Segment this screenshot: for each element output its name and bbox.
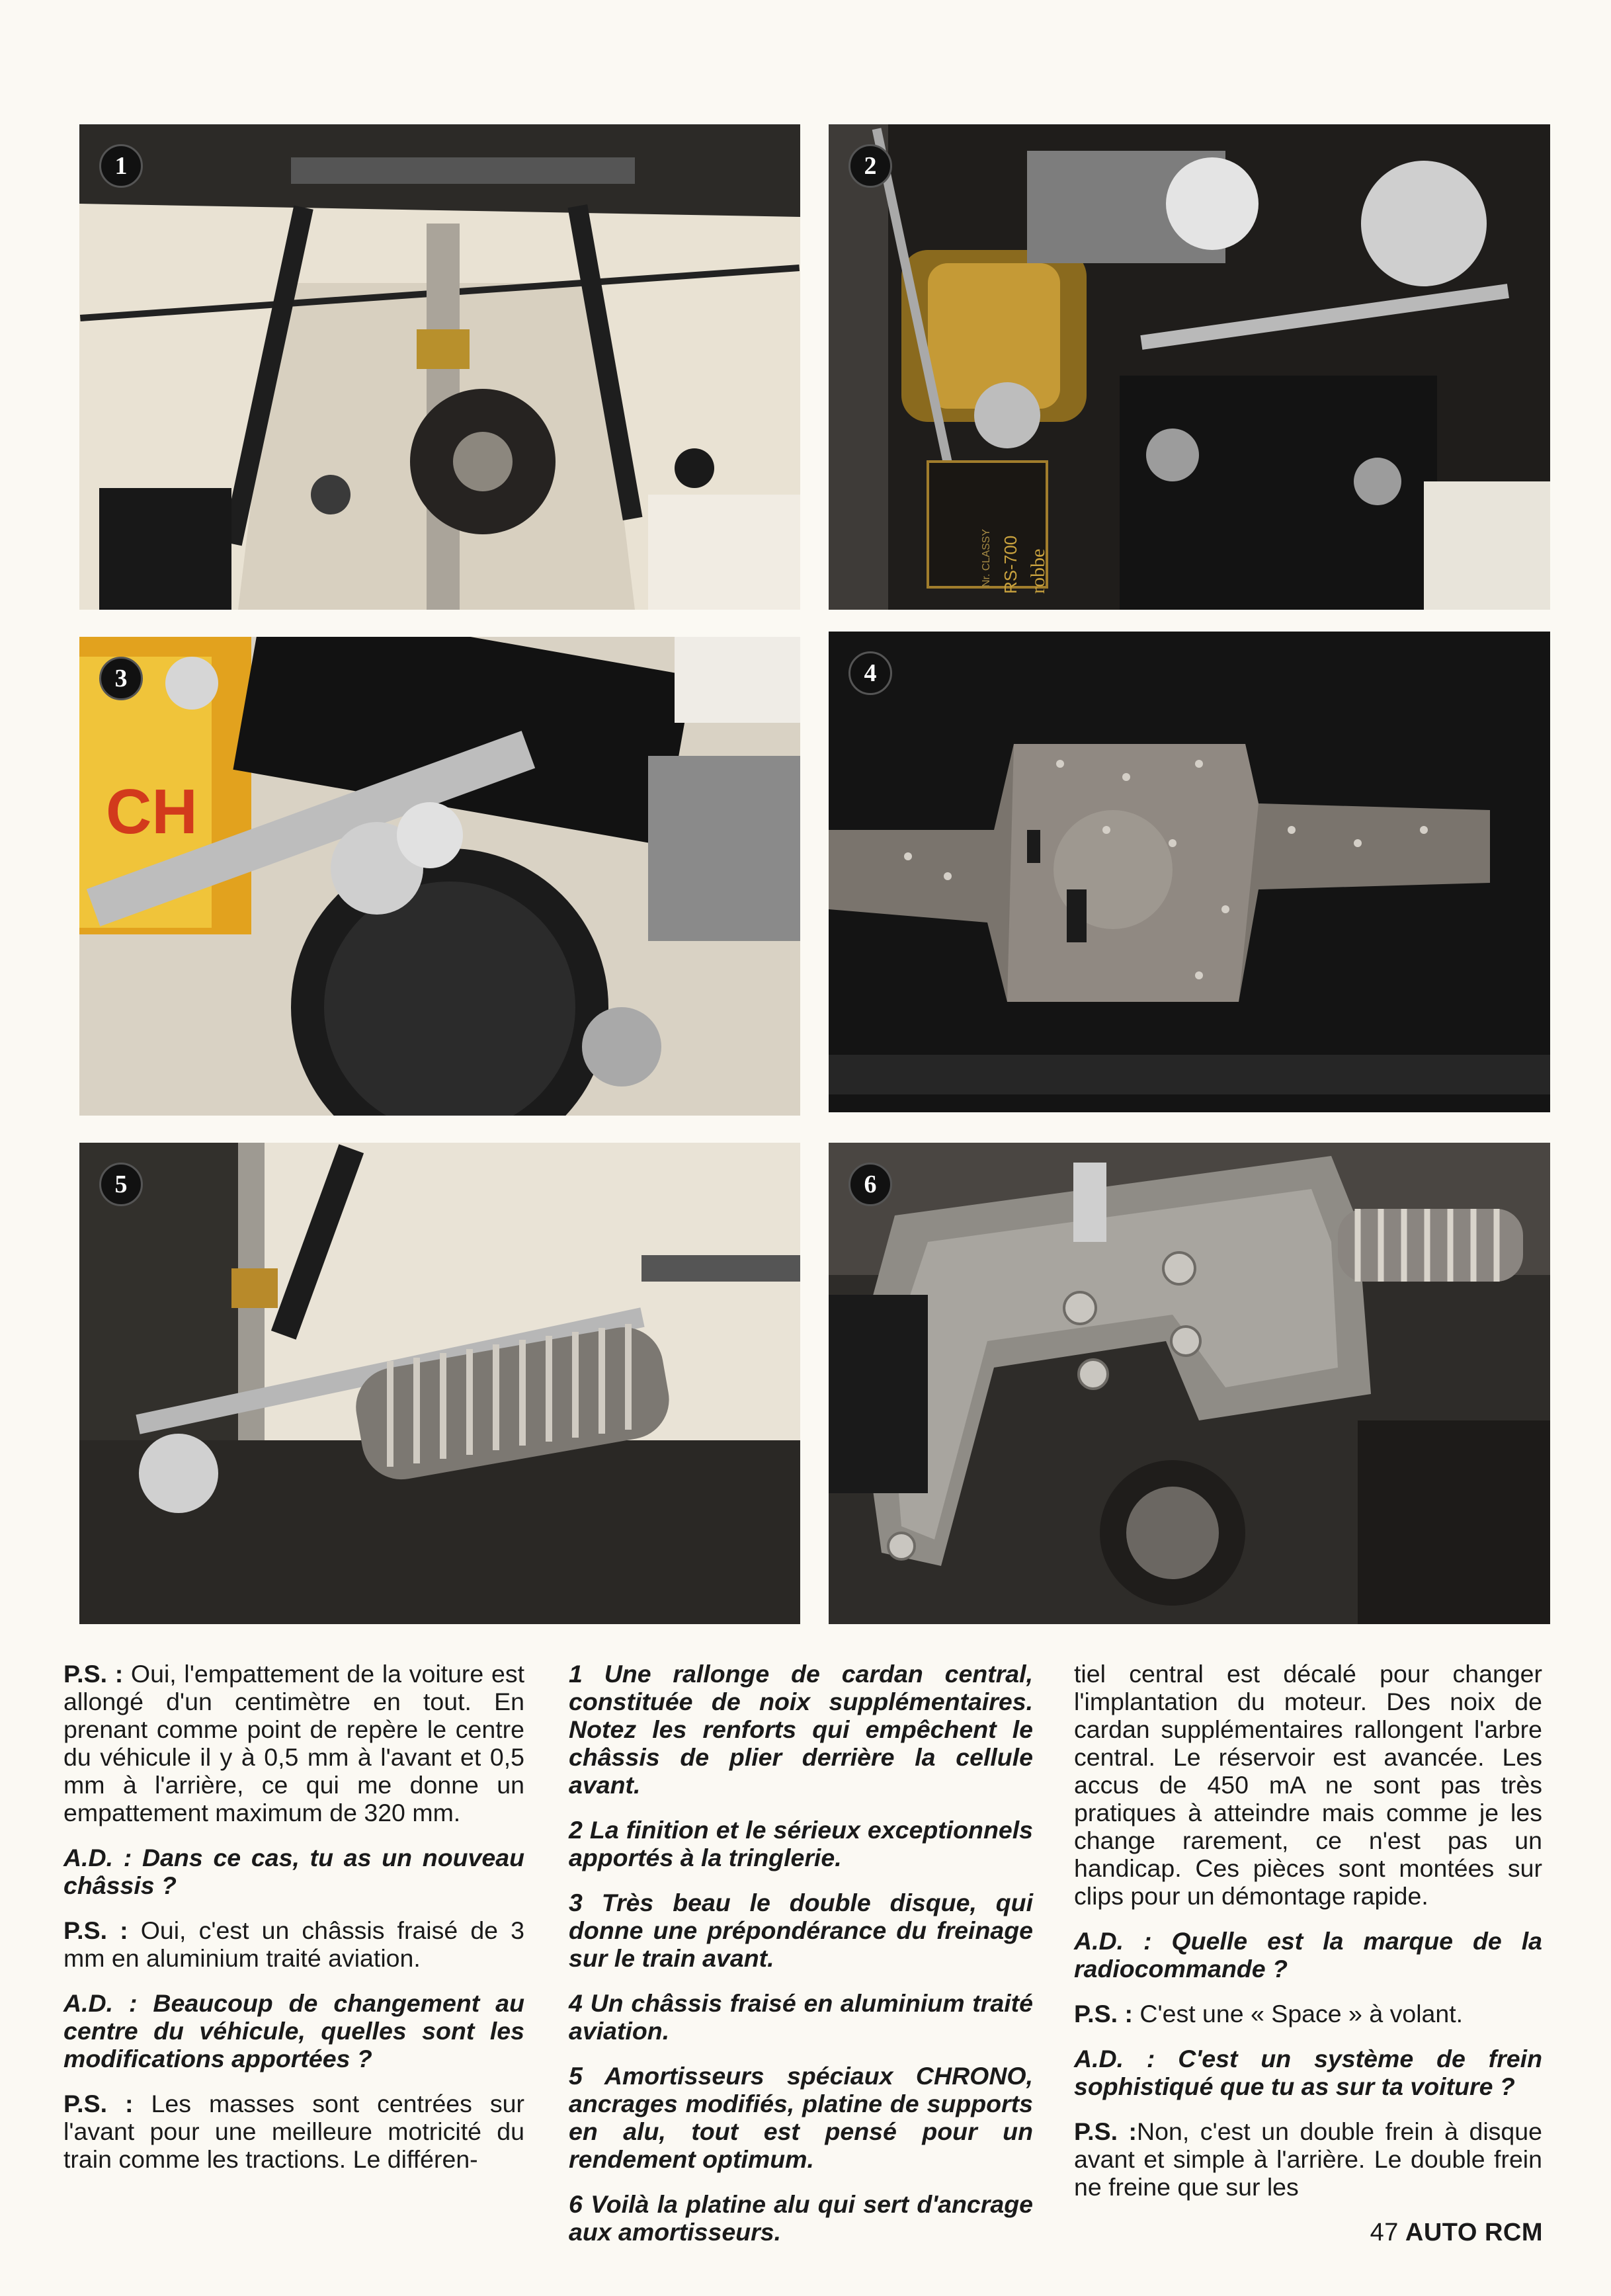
photo-1-image <box>79 124 800 610</box>
photo-5 <box>79 1143 800 1624</box>
photo-number: 3 <box>99 657 143 700</box>
caption-4: 4 Un châssis fraisé en aluminium traité aviation. <box>569 1989 1033 2045</box>
photo-2 <box>829 124 1550 610</box>
photo-3-image <box>79 637 800 1116</box>
answer-paragraph: P.S. : Oui, c'est un châssis fraisé de 3 mm en aluminium traité aviation. <box>63 1916 524 1972</box>
photo-number: 2 <box>848 144 892 188</box>
caption-2: 2 La finition et le sérieux exceptionnels apportés à la tringlerie. <box>569 1816 1033 1871</box>
photo-4-image <box>829 632 1550 1112</box>
photo-number: 6 <box>848 1163 892 1206</box>
caption-1: 1 Une rallonge de cardan central, constituée de noix supplémentaires. Notez les renforts qui empêchent le châssis de plier derrière la cellule avant. <box>569 1660 1033 1799</box>
captions-column <box>569 1660 1033 2263</box>
question-paragraph: A.D. : C'est un système de frein sophistiqué que tu as sur ta voiture ? <box>1074 2045 1542 2100</box>
question-paragraph: A.D. : Beaucoup de changement au centre du véhicule, quelles sont les modifications apportées ? <box>63 1989 524 2072</box>
photo-6-image <box>829 1143 1550 1624</box>
photo-3 <box>79 637 800 1116</box>
answer-paragraph: P.S. : C'est une « Space » à volant. <box>1074 2000 1464 2028</box>
photo-5-image <box>79 1143 800 1624</box>
caption-3: 3 Très beau le double disque, qui donne une prépondérance du freinage sur le train avant. <box>569 1889 1033 1972</box>
photo-4 <box>829 632 1550 1112</box>
photo-2-image <box>829 124 1550 610</box>
answer-paragraph: tiel central est décalé pour changer l'implantation du moteur. Des noix de cardan supplémentaires rallongent l'arbre central. Le réservoir est avancée. Les accus de 450 mA ne sont pas très pratiques à atteindre mais comme je les change rarement, ce n'est pas un handicap. Ces pièces sont montées sur clips pour un démontage rapide. <box>1074 1660 1542 1910</box>
answer-paragraph: P.S. : Oui, l'empattement de la voiture est allongé d'un centimètre en tout. En prenant comme point de repère le centre du véhicule il y à 0,5 mm à l'avant et 0,5 mm à l'arrière, ce qui me donne un empattement maximum de 320 mm. <box>63 1660 525 1826</box>
photo-6 <box>829 1143 1550 1624</box>
question-paragraph: A.D. : Quelle est la marque de la radiocommande ? <box>1074 1927 1542 1983</box>
page-footer <box>1370 2219 1543 2247</box>
text-column-3 <box>1074 1660 1542 2218</box>
caption-5: 5 Amortisseurs spéciaux CHRONO, ancrages modifiés, platine de supports en alu, tout est pensé pour un rendement optimum. <box>569 2062 1033 2173</box>
answer-paragraph: P.S. :Non, c'est un double frein à disque avant et simple à l'arrière. Le double frein ne freine que sur les <box>1074 2117 1542 2201</box>
photo-1 <box>79 124 800 610</box>
photo-number: 1 <box>99 144 143 188</box>
caption-6: 6 Voilà la platine alu qui sert d'ancrage aux amortisseurs. <box>569 2190 1033 2246</box>
text-column-1 <box>63 1660 524 2190</box>
page-number: 47 <box>1370 2219 1399 2246</box>
photo-number: 4 <box>848 651 892 695</box>
can-label: CH <box>106 776 198 847</box>
servo-fine-print: Nr. CLASSY <box>981 528 992 587</box>
photo-number: 5 <box>99 1163 143 1206</box>
servo-label: robbe <box>1027 548 1049 594</box>
answer-paragraph: P.S. : Les masses sont centrées sur l'avant pour une meilleure motricité du train comme les tractions. Le différen- <box>63 2090 525 2173</box>
magazine-name: AUTO RCM <box>1405 2219 1543 2246</box>
servo-model: RS-700 <box>1001 535 1020 594</box>
question-paragraph: A.D. : Dans ce cas, tu as un nouveau châssis ? <box>63 1844 524 1899</box>
